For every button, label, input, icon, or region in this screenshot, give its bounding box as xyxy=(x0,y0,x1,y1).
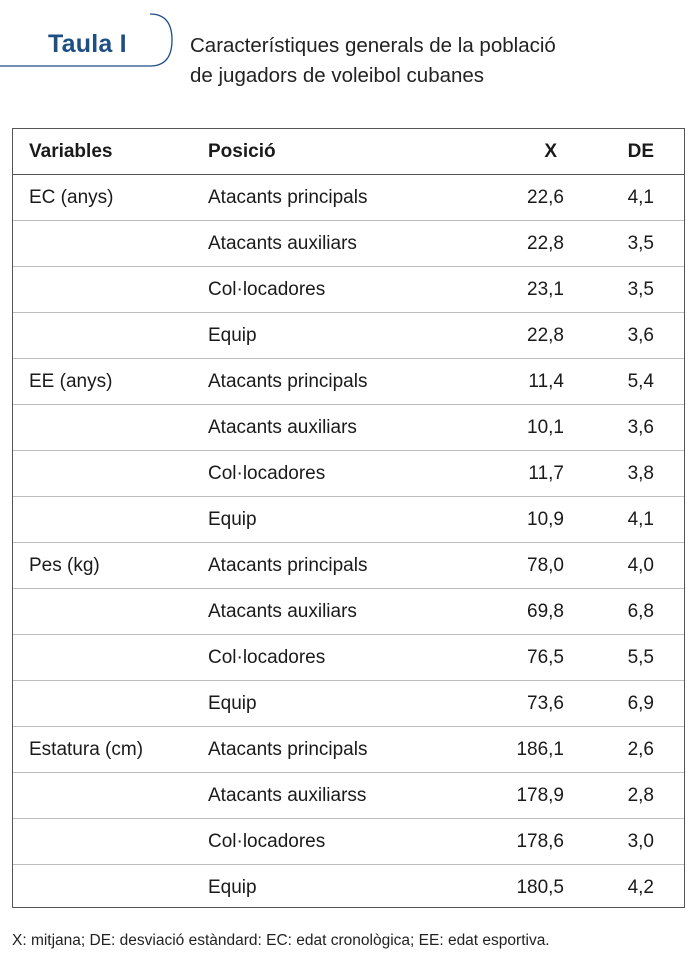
cell-de: 3,0 xyxy=(627,831,654,852)
table-row xyxy=(13,359,684,405)
cell-de: 4,1 xyxy=(627,509,654,530)
cell-x: 10,1 xyxy=(527,417,564,438)
cell-position: Atacants principals xyxy=(208,555,368,576)
cell-de: 2,6 xyxy=(627,739,654,760)
table-row xyxy=(13,773,684,819)
cell-x: 22,8 xyxy=(527,233,564,254)
cell-x: 11,4 xyxy=(528,371,564,392)
table-row xyxy=(13,221,684,267)
column-header-de: DE xyxy=(627,141,654,162)
cell-x: 69,8 xyxy=(527,601,564,622)
cell-de: 4,0 xyxy=(627,555,654,576)
cell-position: Col·locadores xyxy=(208,647,326,668)
table-header-row xyxy=(13,129,684,175)
cell-x: 178,9 xyxy=(516,785,564,806)
cell-x: 22,6 xyxy=(527,187,564,208)
cell-de: 5,5 xyxy=(627,647,654,668)
cell-position: Equip xyxy=(208,877,257,898)
cell-de: 6,9 xyxy=(627,693,654,714)
cell-position: Equip xyxy=(208,693,257,714)
table-row xyxy=(13,727,684,773)
table-row xyxy=(13,405,684,451)
cell-de: 3,8 xyxy=(627,463,654,484)
cell-de: 3,5 xyxy=(627,279,654,300)
table-row xyxy=(13,497,684,543)
cell-de: 3,6 xyxy=(627,325,654,346)
column-header-posicio: Posició xyxy=(208,141,276,162)
table-title-line-2: de jugadors de voleibol cubanes xyxy=(190,64,485,87)
cell-position: Atacants principals xyxy=(208,187,368,208)
cell-de: 2,8 xyxy=(627,785,654,806)
cell-position: Col·locadores xyxy=(208,463,326,484)
cell-x: 11,7 xyxy=(528,463,564,484)
table-row xyxy=(13,267,684,313)
table-row xyxy=(13,175,684,221)
cell-x: 73,6 xyxy=(527,693,564,714)
table-row xyxy=(13,313,684,359)
cell-x: 178,6 xyxy=(516,831,564,852)
table-row xyxy=(13,819,684,865)
cell-de: 6,8 xyxy=(627,601,654,622)
table-row xyxy=(13,543,684,589)
cell-position: Atacants auxiliars xyxy=(208,601,357,622)
table-title-line-1: Característiques generals de la població xyxy=(190,34,556,57)
cell-position: Atacants auxiliars xyxy=(208,233,357,254)
cell-de: 3,6 xyxy=(627,417,654,438)
cell-position: Atacants principals xyxy=(208,371,368,392)
cell-x: 180,5 xyxy=(516,877,564,898)
cell-de: 4,1 xyxy=(627,187,654,208)
cell-de: 5,4 xyxy=(627,371,654,392)
cell-variable: EE (anys) xyxy=(29,371,113,392)
table-row xyxy=(13,589,684,635)
cell-x: 10,9 xyxy=(527,509,564,530)
cell-de: 3,5 xyxy=(627,233,654,254)
cell-x: 186,1 xyxy=(516,739,564,760)
table-row xyxy=(13,865,684,911)
cell-x: 78,0 xyxy=(527,555,564,576)
table-header xyxy=(0,0,700,110)
column-header-variables: Variables xyxy=(29,141,113,162)
cell-position: Equip xyxy=(208,325,257,346)
table-row xyxy=(13,635,684,681)
table-row xyxy=(13,451,684,497)
cell-x: 22,8 xyxy=(527,325,564,346)
table-title xyxy=(190,31,680,91)
cell-position: Atacants auxiliars xyxy=(208,417,357,438)
cell-variable: Estatura (cm) xyxy=(29,739,144,760)
cell-variable: Pes (kg) xyxy=(29,555,100,576)
cell-x: 23,1 xyxy=(527,279,564,300)
cell-position: Atacants principals xyxy=(208,739,368,760)
column-header-x: X xyxy=(544,141,557,162)
cell-variable: EC (anys) xyxy=(29,187,114,208)
table-row xyxy=(13,681,684,727)
cell-position: Col·locadores xyxy=(208,279,326,300)
data-table xyxy=(12,128,685,908)
cell-position: Atacants auxiliarss xyxy=(208,785,367,806)
table-number-label: Taula I xyxy=(48,30,127,58)
table-footnote: X: mitjana; DE: desviació estàndard: EC: edat cronològica; EE: edat esportiva. xyxy=(12,932,550,949)
cell-position: Col·locadores xyxy=(208,831,326,852)
cell-de: 4,2 xyxy=(627,877,654,898)
cell-x: 76,5 xyxy=(527,647,564,668)
cell-position: Equip xyxy=(208,509,257,530)
